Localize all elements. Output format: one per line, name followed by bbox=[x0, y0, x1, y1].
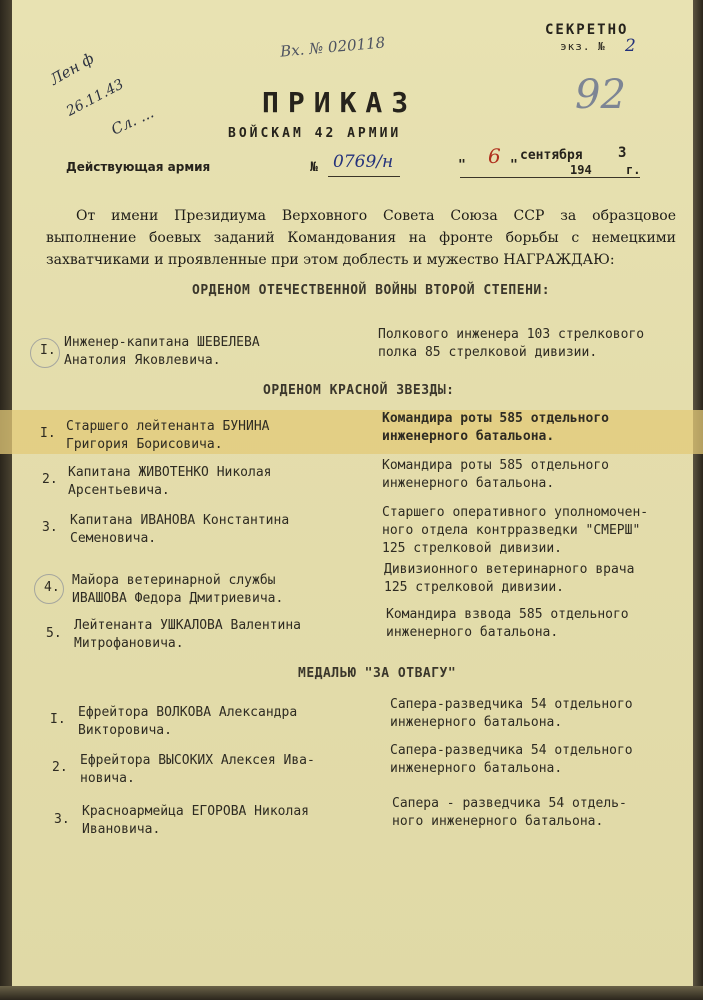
date-year-prefix: 194 bbox=[570, 163, 592, 177]
date-month: сентября bbox=[520, 148, 583, 163]
entry-position-line2: ного отдела контрразведки "СМЕРШ" bbox=[382, 523, 641, 538]
intro-paragraph: От имени Президиума Верховного Совета Союза ССР за образцовое выполнение боевых заданий Командования на фронте борьбы с немецкими захватчиками и проявленные при этом доблесть и мужество НАГРАЖДАЮ: bbox=[46, 208, 676, 268]
date-suffix: г. bbox=[626, 163, 641, 177]
entry-position-line1: Полкового инженера 103 стрелкового bbox=[378, 327, 645, 342]
entry-position-line1: Сапера-разведчика 54 отдельного bbox=[390, 697, 633, 712]
entry-position-line1: Старшего оперативного уполномочен- bbox=[382, 505, 649, 520]
entry-position-line1: Командира роты 585 отдельного bbox=[382, 411, 609, 426]
entry-position-line2: инженерного батальона. bbox=[382, 429, 555, 444]
entry-name-line1: Лейтенанта УШКАЛОВА Валентина bbox=[74, 618, 301, 633]
handwritten-signature: Сл. ... bbox=[108, 103, 157, 139]
date-quote-open: " bbox=[458, 158, 466, 173]
order-number: 0769/н bbox=[333, 152, 394, 172]
entry-name-line1: Ефрейтора ВОЛКОВА Александра bbox=[78, 705, 298, 720]
entry-name-line1: Красноармейца ЕГОРОВА Николая bbox=[82, 804, 309, 819]
army-label: Действующая армия bbox=[66, 160, 211, 174]
entry-position-line2: ного инженерного батальона. bbox=[392, 814, 604, 829]
entry-number: 2. bbox=[52, 760, 68, 775]
document-subtitle: ВОЙСКАМ 42 АРМИИ bbox=[228, 126, 402, 141]
entry-number: 4. bbox=[44, 580, 60, 595]
entry-position-line2: 125 стрелковой дивизии. bbox=[384, 580, 565, 595]
entry-name-line1: Старшего лейтенанта БУНИНА bbox=[66, 419, 270, 434]
document-title: ПРИКАЗ bbox=[262, 86, 418, 119]
entry-name-line2: Григория Борисовича. bbox=[66, 437, 223, 452]
order-number-label: № bbox=[310, 160, 318, 175]
entry-name-line1: Инженер-капитана ШЕВЕЛЕВА bbox=[64, 335, 260, 350]
registry-number: Вх. № 020118 bbox=[279, 33, 386, 61]
entry-number: 3. bbox=[42, 520, 58, 535]
entry-name-line1: Капитана ИВАНОВА Константина bbox=[70, 513, 290, 528]
entry-name-line2: Анатолия Яковлевича. bbox=[64, 353, 221, 368]
page-number: 92 bbox=[575, 72, 626, 118]
section-heading: ОРДЕНОМ КРАСНОЙ ЗВЕЗДЫ: bbox=[263, 383, 455, 398]
copy-label: экз. № bbox=[560, 40, 606, 53]
secret-stamp: СЕКРЕТНО bbox=[545, 22, 629, 38]
number-underline bbox=[328, 176, 400, 177]
entry-position-line2: инженерного батальона. bbox=[386, 625, 559, 640]
section-heading: ОРДЕНОМ ОТЕЧЕСТВЕННОЙ ВОЙНЫ ВТОРОЙ СТЕПЕНИ: bbox=[192, 283, 551, 298]
date-year-digit: 3 bbox=[618, 145, 627, 161]
entry-position-line2: инженерного батальона. bbox=[382, 476, 555, 491]
entry-name-line2: ИВАШОВА Федора Дмитриевича. bbox=[72, 591, 284, 606]
entry-position-line3: 125 стрелковой дивизии. bbox=[382, 541, 563, 556]
entry-number: 3. bbox=[54, 812, 70, 827]
entry-position-line2: инженерного батальона. bbox=[390, 715, 563, 730]
entry-number: I. bbox=[40, 426, 56, 441]
entry-number: 2. bbox=[42, 472, 58, 487]
entry-name-line1: Капитана ЖИВОТЕНКО Николая bbox=[68, 465, 272, 480]
entry-name-line2: Митрофановича. bbox=[74, 636, 184, 651]
entry-name-line2: Викторовича. bbox=[78, 723, 172, 738]
entry-name-line2: Арсентьевича. bbox=[68, 483, 170, 498]
handwritten-note: Лен ф bbox=[46, 49, 98, 89]
copy-number: 2 bbox=[625, 36, 636, 56]
entry-position-line1: Дивизионного ветеринарного врача bbox=[384, 562, 635, 577]
entry-name-line2: Ивановича. bbox=[82, 822, 161, 837]
entry-name-line2: новича. bbox=[80, 771, 135, 786]
entry-position-line1: Сапера-разведчика 54 отдельного bbox=[390, 743, 633, 758]
date-day: 6 bbox=[488, 144, 501, 168]
entry-position-line1: Командира взвода 585 отдельного bbox=[386, 607, 629, 622]
date-underline bbox=[460, 177, 640, 178]
entry-position-line1: Командира роты 585 отдельного bbox=[382, 458, 609, 473]
handwritten-date: 26.11.43 bbox=[63, 76, 127, 120]
scan-edge-bottom bbox=[0, 986, 703, 1000]
entry-position-line2: полка 85 стрелковой дивизии. bbox=[378, 345, 598, 360]
entry-number: I. bbox=[40, 343, 56, 358]
entry-position-line2: инженерного батальона. bbox=[390, 761, 563, 776]
section-heading: МЕДАЛЬЮ "ЗА ОТВАГУ" bbox=[298, 666, 457, 681]
entry-number: I. bbox=[50, 712, 66, 727]
scan-edge-left bbox=[0, 0, 12, 1000]
entry-name-line1: Майора ветеринарной службы bbox=[72, 573, 276, 588]
date-quote-close: " bbox=[510, 158, 518, 173]
entry-name-line1: Ефрейтора ВЫСОКИХ Алексея Ива- bbox=[80, 753, 315, 768]
scan-edge-right bbox=[693, 0, 703, 1000]
entry-number: 5. bbox=[46, 626, 62, 641]
entry-position-line1: Сапера - разведчика 54 отдель- bbox=[392, 796, 627, 811]
entry-name-line2: Семеновича. bbox=[70, 531, 157, 546]
